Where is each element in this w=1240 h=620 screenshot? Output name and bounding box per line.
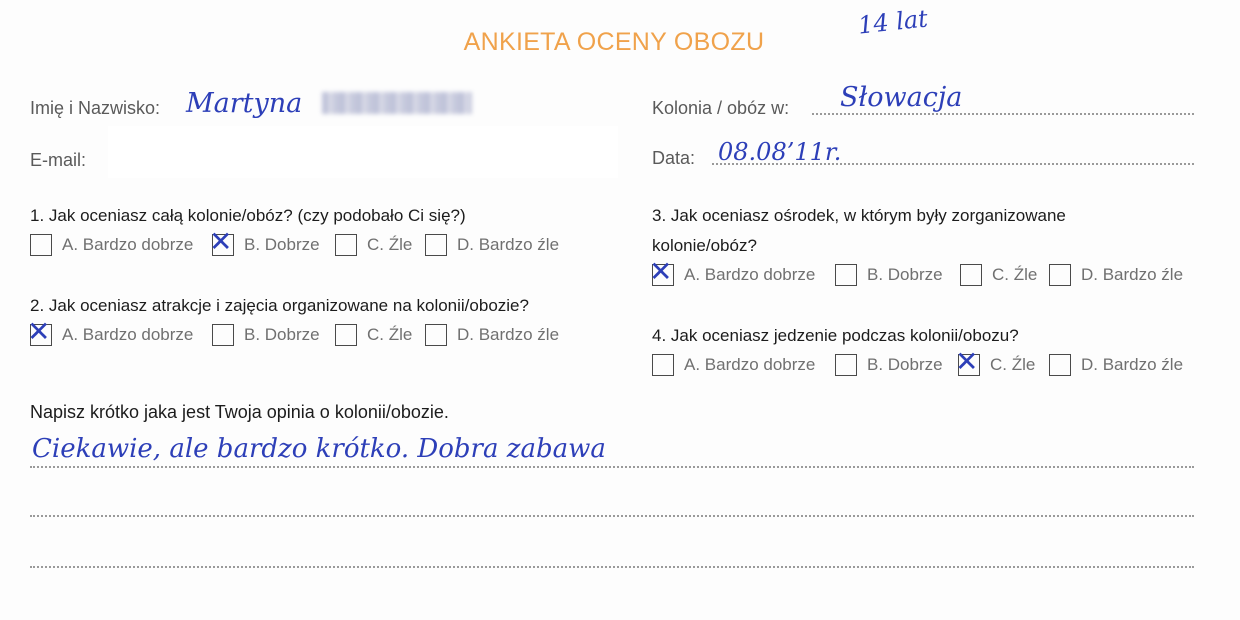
option-label: D. Bardzo źle (457, 235, 560, 254)
option-label: B. Dobrze (867, 355, 943, 374)
check-mark-icon: ✕ (27, 315, 51, 348)
question-3-line-1: 3. Jak oceniasz ośrodek, w którym były zorganizowane (652, 206, 1066, 225)
option-label: A. Bardzo dobrze (684, 265, 816, 284)
option-label: D. Bardzo źle (1081, 355, 1184, 374)
option-label: A. Bardzo dobrze (62, 235, 194, 254)
q1-option-c[interactable] (335, 232, 412, 258)
camp-label: Kolonia / obóz w: (652, 98, 790, 118)
q2-option-a[interactable] (27, 315, 194, 348)
opinion-answer[interactable]: Ciekawie, ale bardzo krótko. Dobra zabawa (32, 434, 606, 464)
camp-value[interactable]: Słowacja (840, 82, 963, 113)
option-label: C. Źle (992, 265, 1038, 284)
option-label: D. Bardzo źle (1081, 265, 1184, 284)
q3-option-c[interactable] (960, 262, 1037, 288)
q3-option-b[interactable] (835, 262, 943, 288)
checkbox[interactable] (649, 255, 674, 288)
checkbox[interactable] (425, 234, 447, 256)
checkbox[interactable] (212, 324, 234, 346)
opinion-line-1 (30, 466, 1194, 468)
date-value[interactable]: 08.08’11r. (718, 138, 842, 166)
option-label: C. Źle (367, 325, 413, 344)
checkbox[interactable] (335, 324, 357, 346)
opinion-line-3 (30, 566, 1194, 568)
checkbox[interactable] (27, 315, 52, 348)
q3-option-d[interactable] (1049, 262, 1183, 288)
question-3-line-2: kolonie/obóz? (652, 236, 757, 255)
q2-option-d[interactable] (425, 322, 559, 348)
checkbox[interactable] (425, 324, 447, 346)
checkbox[interactable] (1049, 354, 1071, 376)
form-title: ANKIETA OCENY OBOZU (463, 28, 765, 56)
option-label: C. Źle (367, 235, 413, 254)
checkbox[interactable] (335, 234, 357, 256)
q2-option-c[interactable] (335, 322, 412, 348)
email-label: E-mail: (30, 150, 87, 170)
option-label: A. Bardzo dobrze (62, 325, 194, 344)
question-2: 2. Jak oceniasz atrakcje i zajęcia organizowane na kolonii/obozie? (30, 296, 529, 315)
question-4: 4. Jak oceniasz jedzenie podczas kolonii/obozu? (652, 326, 1019, 345)
checkbox[interactable] (835, 354, 857, 376)
camp-line (812, 113, 1194, 115)
option-label: D. Bardzo źle (457, 325, 560, 344)
checkbox[interactable] (955, 345, 980, 378)
q4-option-d[interactable] (1049, 352, 1183, 378)
checkbox[interactable] (652, 354, 674, 376)
checkbox[interactable] (1049, 264, 1071, 286)
opinion-line-2 (30, 515, 1194, 517)
option-label: C. Źle (990, 355, 1036, 374)
opinion-prompt: Napisz krótko jaka jest Twoja opinia o kolonii/obozie. (30, 402, 449, 422)
email-field[interactable] (108, 126, 618, 178)
q4-option-b[interactable] (835, 352, 943, 378)
name-redaction (322, 92, 472, 114)
option-label: B. Dobrze (867, 265, 943, 284)
q1-option-d[interactable] (425, 232, 559, 258)
q3-option-a[interactable] (649, 255, 816, 288)
option-label: B. Dobrze (244, 235, 320, 254)
age-note: 14 lat (856, 4, 930, 40)
checkbox[interactable] (209, 225, 234, 258)
checkbox[interactable] (835, 264, 857, 286)
name-label: Imię i Nazwisko: (30, 98, 161, 118)
question-1: 1. Jak oceniasz całą kolonie/obóz? (czy podobało Ci się?) (30, 206, 466, 225)
q1-option-b[interactable] (209, 225, 320, 258)
option-label: A. Bardzo dobrze (684, 355, 816, 374)
check-mark-icon: ✕ (209, 225, 233, 258)
name-value[interactable]: Martyna (186, 88, 303, 119)
checkbox[interactable] (960, 264, 982, 286)
q1-option-a[interactable] (30, 232, 193, 258)
option-label: B. Dobrze (244, 325, 320, 344)
check-mark-icon: ✕ (649, 255, 673, 288)
q4-option-c[interactable] (955, 345, 1036, 378)
q4-option-a[interactable] (652, 352, 815, 378)
checkbox[interactable] (30, 234, 52, 256)
q2-option-b[interactable] (212, 322, 320, 348)
check-mark-icon: ✕ (955, 345, 979, 378)
date-label: Data: (652, 148, 696, 168)
